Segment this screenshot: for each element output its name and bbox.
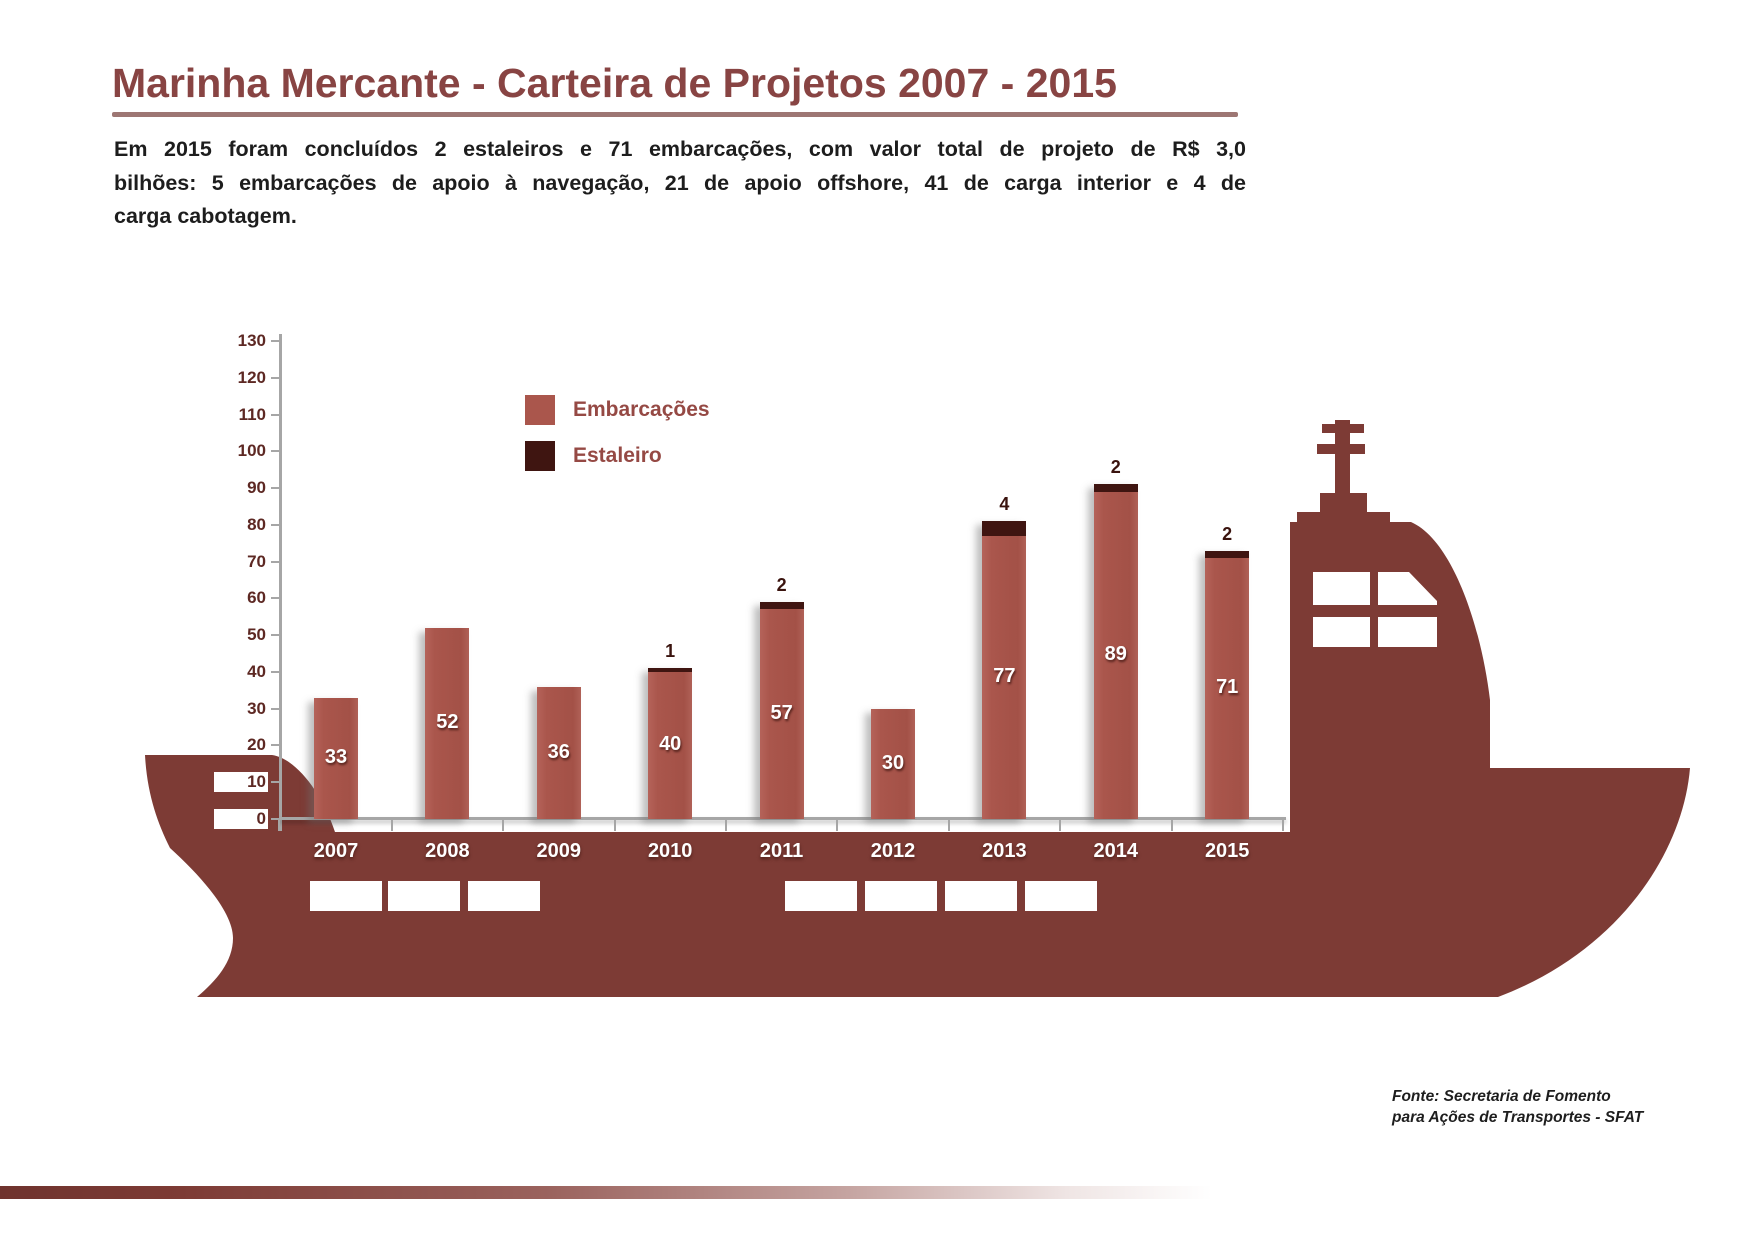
y-axis-tick-label: 80 xyxy=(214,515,268,535)
legend-label: Estaleiro xyxy=(573,444,662,467)
estaleiro-bar-segment xyxy=(1205,551,1249,558)
embarcacoes-bar xyxy=(537,687,581,819)
page-title: Marinha Mercante - Carteira de Projetos 2007 - 2015 xyxy=(112,60,1117,106)
x-axis-category-label: 2015 xyxy=(1204,840,1250,862)
estaleiro-value-label: 1 xyxy=(665,641,676,662)
y-axis-tick-label: 100 xyxy=(214,441,268,461)
embarcacoes-value-label: 71 xyxy=(1216,676,1239,699)
estaleiro-bar-segment xyxy=(648,668,692,672)
x-axis-tick xyxy=(1059,820,1061,831)
x-axis-category-label: 2010 xyxy=(647,840,693,862)
estaleiro-value-label: 2 xyxy=(776,575,787,596)
embarcacoes-value-label: 40 xyxy=(659,733,682,756)
estaleiro-bar-segment xyxy=(982,521,1026,536)
embarcacoes-bar xyxy=(1094,484,1138,819)
embarcacoes-bar xyxy=(314,698,358,819)
legend-item-embarcacoes xyxy=(525,395,710,425)
legend-item-estaleiro xyxy=(525,441,710,471)
embarcacoes-value-label: 33 xyxy=(324,746,348,769)
summary-line: Em 2015 foram concluídos 2 estaleiros e 71 embarcações, com valor total de projeto de R$ 3,0 xyxy=(114,137,1246,161)
x-axis-tick xyxy=(725,820,727,831)
y-axis-tick xyxy=(271,671,280,673)
y-axis-tick xyxy=(271,597,280,599)
estaleiro-bar-segment xyxy=(1094,484,1138,491)
y-axis-tick-label: 110 xyxy=(214,405,268,425)
x-axis-category-label: 2013 xyxy=(982,840,1027,862)
x-axis-category-label: 2012 xyxy=(870,840,916,862)
y-axis-tick-label: 50 xyxy=(214,625,268,645)
y-axis-tick-label: 10 xyxy=(214,772,268,792)
estaleiro-value-label: 2 xyxy=(1222,523,1233,544)
x-axis-tick xyxy=(948,820,950,831)
y-axis-tick xyxy=(271,377,280,379)
x-axis-category-label: 2009 xyxy=(536,840,582,862)
y-axis-tick-label: 130 xyxy=(214,331,268,351)
embarcacoes-bar xyxy=(760,602,804,819)
x-axis-tick xyxy=(1171,820,1173,831)
y-axis-tick xyxy=(271,487,280,489)
y-axis-tick-label: 60 xyxy=(214,588,268,608)
estaleiro-value-label: 4 xyxy=(999,494,1010,515)
x-axis-tick xyxy=(1282,820,1284,831)
source-line: Fonte: Secretaria de Fomento xyxy=(1392,1088,1611,1105)
embarcacoes-bar xyxy=(1205,551,1249,819)
x-axis-tick xyxy=(614,820,616,831)
x-axis-tick xyxy=(391,820,393,831)
embarcacoes-swatch-icon xyxy=(525,395,555,425)
estaleiro-bar-segment xyxy=(760,602,804,609)
estaleiro-swatch-icon xyxy=(525,441,555,471)
embarcacoes-value-label: 89 xyxy=(1104,643,1127,666)
embarcacoes-value-label: 57 xyxy=(770,702,793,725)
y-axis-tick xyxy=(271,414,280,416)
x-axis-category-label: 2014 xyxy=(1093,840,1139,862)
y-axis-tick-label: 20 xyxy=(214,735,268,755)
y-axis-tick xyxy=(271,708,280,710)
embarcacoes-bar xyxy=(982,521,1026,819)
embarcacoes-bar xyxy=(425,628,469,819)
estaleiro-value-label: 2 xyxy=(1110,457,1121,478)
y-axis-tick xyxy=(271,450,280,452)
x-axis-category-label: 2011 xyxy=(759,840,804,862)
x-axis-category-label: 2007 xyxy=(313,840,359,862)
embarcacoes-value-label: 30 xyxy=(881,751,905,774)
legend-label: Embarcações xyxy=(573,398,710,421)
x-axis-tick xyxy=(502,820,504,831)
y-axis-tick-label: 90 xyxy=(214,478,268,498)
chart-legend xyxy=(525,395,710,487)
embarcacoes-value-label: 36 xyxy=(547,740,570,763)
summary-line: carga cabotagem. xyxy=(114,204,297,228)
y-axis-line xyxy=(279,334,282,831)
y-axis-tick-label: 70 xyxy=(214,552,268,572)
y-axis-tick xyxy=(271,561,280,563)
y-axis-tick xyxy=(271,524,280,526)
x-axis-category-label: 2008 xyxy=(425,840,470,862)
y-axis-tick xyxy=(271,781,280,783)
x-axis-tick xyxy=(836,820,838,831)
embarcacoes-value-label: 77 xyxy=(993,665,1016,688)
embarcacoes-value-label: 52 xyxy=(436,711,459,734)
y-axis-tick xyxy=(271,634,280,636)
embarcacoes-bar xyxy=(871,709,915,819)
y-axis-tick-label: 0 xyxy=(214,809,268,829)
source-line: para Ações de Transportes - SFAT xyxy=(1392,1109,1644,1126)
x-axis-tick xyxy=(278,820,280,831)
y-axis-tick-label: 40 xyxy=(214,662,268,682)
y-axis-tick-label: 30 xyxy=(214,699,268,719)
y-axis-tick xyxy=(271,340,280,342)
y-axis-tick-label: 120 xyxy=(214,368,268,388)
summary-line: bilhões: 5 embarcações de apoio à navegação, 21 de apoio offshore, 41 de carga interior e 4 de xyxy=(114,170,1246,195)
y-axis-tick xyxy=(271,744,280,746)
embarcacoes-bar xyxy=(648,668,692,819)
